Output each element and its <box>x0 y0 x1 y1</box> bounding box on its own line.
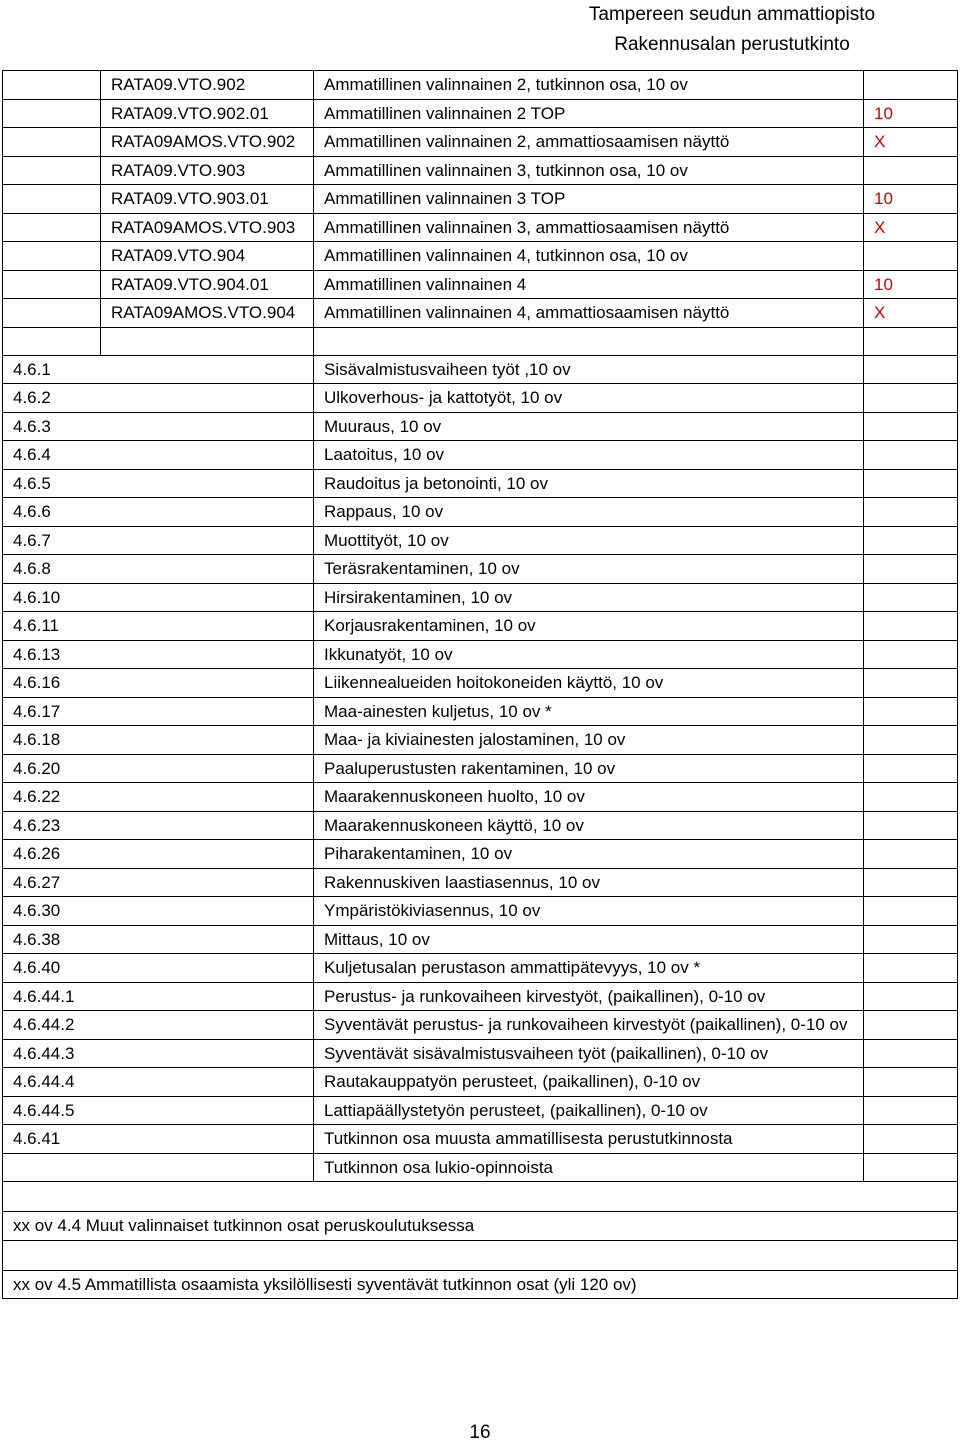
rata-name: Ammatillinen valinnainen 4, tutkinnon osa, 10 ov <box>314 242 864 271</box>
spacer-row <box>3 327 958 355</box>
rata-row <box>3 185 958 214</box>
blank-cell <box>864 1125 958 1154</box>
spacer-row <box>3 1182 958 1212</box>
unit-name: Mittaus, 10 ov <box>314 925 864 954</box>
unit-name: Maarakennuskoneen käyttö, 10 ov <box>314 811 864 840</box>
unit-row <box>3 783 958 812</box>
unit-code: 4.6.44.3 <box>3 1039 314 1068</box>
blank-cell <box>864 498 958 527</box>
unit-row <box>3 840 958 869</box>
unit-name: Perustus- ja runkovaiheen kirvestyöt, (paikallinen), 0-10 ov <box>314 982 864 1011</box>
unit-code: 4.6.8 <box>3 555 314 584</box>
unit-code: 4.6.16 <box>3 669 314 698</box>
blank-cell <box>864 754 958 783</box>
unit-code: 4.6.40 <box>3 954 314 983</box>
unit-code: 4.6.38 <box>3 925 314 954</box>
unit-code: 4.6.27 <box>3 868 314 897</box>
blank-cell <box>3 71 101 100</box>
unit-code: 4.6.1 <box>3 355 314 384</box>
header-degree: Rakennusalan perustutkinto <box>614 34 850 55</box>
unit-row <box>3 441 958 470</box>
blank-cell <box>864 840 958 869</box>
blank-cell <box>3 299 101 328</box>
unit-name: Piharakentaminen, 10 ov <box>314 840 864 869</box>
rata-code: RATA09.VTO.904 <box>101 242 314 271</box>
unit-name: Syventävät sisävalmistusvaiheen työt (paikallinen), 0-10 ov <box>314 1039 864 1068</box>
unit-code: 4.6.2 <box>3 384 314 413</box>
unit-name: Teräsrakentaminen, 10 ov <box>314 555 864 584</box>
unit-row <box>3 1068 958 1097</box>
unit-code: 4.6.10 <box>3 583 314 612</box>
unit-code: 4.6.41 <box>3 1125 314 1154</box>
rata-name: Ammatillinen valinnainen 3, tutkinnon osa, 10 ov <box>314 156 864 185</box>
unit-code: 4.6.17 <box>3 697 314 726</box>
unit-row <box>3 526 958 555</box>
rata-code: RATA09.VTO.903.01 <box>101 185 314 214</box>
blank-cell <box>864 384 958 413</box>
unit-row <box>3 897 958 926</box>
unit-row <box>3 555 958 584</box>
unit-code: 4.6.13 <box>3 640 314 669</box>
unit-row <box>3 1011 958 1040</box>
page-number: 16 <box>469 1422 491 1443</box>
spacer-row <box>3 1240 958 1270</box>
rata-mark <box>864 71 958 100</box>
blank-cell <box>3 242 101 271</box>
blank-cell <box>3 156 101 185</box>
rata-name: Ammatillinen valinnainen 2, tutkinnon osa, 10 ov <box>314 71 864 100</box>
unit-row <box>3 726 958 755</box>
unit-row <box>3 612 958 641</box>
blank-cell <box>864 1068 958 1097</box>
unit-row <box>3 583 958 612</box>
unit-name: Maarakennuskoneen huolto, 10 ov <box>314 783 864 812</box>
rata-name: Ammatillinen valinnainen 3, ammattiosaamisen näyttö <box>314 213 864 242</box>
blank-cell <box>864 783 958 812</box>
blank-cell <box>864 897 958 926</box>
rata-mark: 10 <box>864 270 958 299</box>
unit-name: Rappaus, 10 ov <box>314 498 864 527</box>
rata-code: RATA09.VTO.903 <box>101 156 314 185</box>
blank-cell <box>864 412 958 441</box>
blank-cell <box>864 1096 958 1125</box>
rata-row <box>3 270 958 299</box>
rata-code: RATA09AMOS.VTO.904 <box>101 299 314 328</box>
rata-row <box>3 299 958 328</box>
rata-row <box>3 156 958 185</box>
unit-name: Ympäristökiviasennus, 10 ov <box>314 897 864 926</box>
rata-row <box>3 213 958 242</box>
blank-cell <box>864 726 958 755</box>
unit-code: 4.6.20 <box>3 754 314 783</box>
unit-code: 4.6.6 <box>3 498 314 527</box>
blank-cell <box>864 697 958 726</box>
unit-code: 4.6.3 <box>3 412 314 441</box>
blank-cell <box>864 526 958 555</box>
unit-name: Ulkoverhous- ja kattotyöt, 10 ov <box>314 384 864 413</box>
unit-name: Syventävät perustus- ja runkovaiheen kirvestyöt (paikallinen), 0-10 ov <box>314 1011 864 1040</box>
section-45-text: xx ov 4.5 Ammatillista osaamista yksilöllisesti syventävät tutkinnon osat (yli 120 ov) <box>3 1270 958 1299</box>
rata-mark: 10 <box>864 185 958 214</box>
rata-mark: X <box>864 299 958 328</box>
header-institution: Tampereen seudun ammattiopisto <box>588 4 876 25</box>
unit-row <box>3 640 958 669</box>
blank-cell <box>3 185 101 214</box>
unit-row <box>3 697 958 726</box>
unit-row <box>3 868 958 897</box>
unit-name: Muottityöt, 10 ov <box>314 526 864 555</box>
unit-code: 4.6.5 <box>3 469 314 498</box>
blank-cell <box>864 612 958 641</box>
unit-code: 4.6.18 <box>3 726 314 755</box>
blank-cell <box>864 469 958 498</box>
blank-cell <box>864 1039 958 1068</box>
unit-row <box>3 384 958 413</box>
curriculum-table <box>2 70 958 1299</box>
blank-cell <box>864 555 958 584</box>
blank-cell <box>864 1011 958 1040</box>
blank-cell <box>3 213 101 242</box>
unit-name: Maa- ja kiviainesten jalostaminen, 10 ov <box>314 726 864 755</box>
unit-name: Paaluperustusten rakentaminen, 10 ov <box>314 754 864 783</box>
unit-name: Korjausrakentaminen, 10 ov <box>314 612 864 641</box>
blank-cell <box>864 868 958 897</box>
unit-row <box>3 954 958 983</box>
unit-code: 4.6.11 <box>3 612 314 641</box>
unit-code: 4.6.30 <box>3 897 314 926</box>
rata-mark: X <box>864 213 958 242</box>
rata-code: RATA09AMOS.VTO.902 <box>101 128 314 157</box>
section-44-text: xx ov 4.4 Muut valinnaiset tutkinnon osat peruskoulutuksessa <box>3 1212 958 1241</box>
unit-row <box>3 1125 958 1154</box>
unit-code: 4.6.44.2 <box>3 1011 314 1040</box>
unit-name: Rakennuskiven laastiasennus, 10 ov <box>314 868 864 897</box>
unit-code: 4.6.26 <box>3 840 314 869</box>
sections-extra <box>3 1182 958 1299</box>
blank-cell <box>864 669 958 698</box>
unit-row <box>3 982 958 1011</box>
unit-name: Raudoitus ja betonointi, 10 ov <box>314 469 864 498</box>
rata-code: RATA09AMOS.VTO.903 <box>101 213 314 242</box>
unit-row <box>3 469 958 498</box>
rata-row <box>3 242 958 271</box>
rata-mark <box>864 156 958 185</box>
rata-name: Ammatillinen valinnainen 2, ammattiosaamisen näyttö <box>314 128 864 157</box>
blank-cell <box>864 982 958 1011</box>
unit-row <box>3 925 958 954</box>
unit-name: Tutkinnon osa lukio-opinnoista <box>314 1153 864 1182</box>
rata-row <box>3 128 958 157</box>
blank-cell <box>864 954 958 983</box>
unit-name: Sisävalmistusvaiheen työt ,10 ov <box>314 355 864 384</box>
rata-code: RATA09.VTO.902.01 <box>101 99 314 128</box>
rata-row <box>3 99 958 128</box>
unit-row <box>3 355 958 384</box>
blank-cell <box>864 811 958 840</box>
rata-code: RATA09.VTO.902 <box>101 71 314 100</box>
unit-code: 4.6.44.1 <box>3 982 314 1011</box>
unit-code: 4.6.7 <box>3 526 314 555</box>
unit-code: 4.6.4 <box>3 441 314 470</box>
unit-code: 4.6.23 <box>3 811 314 840</box>
unit-name: Tutkinnon osa muusta ammatillisesta perustutkinnosta <box>314 1125 864 1154</box>
unit-row <box>3 498 958 527</box>
blank-cell <box>3 128 101 157</box>
unit-name: Muuraus, 10 ov <box>314 412 864 441</box>
unit-code <box>3 1153 314 1182</box>
unit-name: Maa-ainesten kuljetus, 10 ov * <box>314 697 864 726</box>
unit-row <box>3 1096 958 1125</box>
rata-mark: 10 <box>864 99 958 128</box>
unit-name: Ikkunatyöt, 10 ov <box>314 640 864 669</box>
unit-code: 4.6.44.4 <box>3 1068 314 1097</box>
rata-name: Ammatillinen valinnainen 4, ammattiosaamisen näyttö <box>314 299 864 328</box>
section-45-row <box>3 1270 958 1299</box>
rata-mark <box>864 242 958 271</box>
blank-cell <box>864 925 958 954</box>
rata-mark: X <box>864 128 958 157</box>
unit-name: Lattiapäällystetyön perusteet, (paikallinen), 0-10 ov <box>314 1096 864 1125</box>
rata-name: Ammatillinen valinnainen 4 <box>314 270 864 299</box>
rata-row <box>3 71 958 100</box>
blank-cell <box>864 355 958 384</box>
document-header <box>522 0 942 60</box>
blank-cell <box>864 441 958 470</box>
unit-code: 4.6.44.5 <box>3 1096 314 1125</box>
rata-name: Ammatillinen valinnainen 2 TOP <box>314 99 864 128</box>
unit-code: 4.6.22 <box>3 783 314 812</box>
unit-row <box>3 1153 958 1182</box>
unit-name: Kuljetusalan perustason ammattipätevyys, 10 ov * <box>314 954 864 983</box>
blank-cell <box>864 1153 958 1182</box>
unit-row <box>3 811 958 840</box>
rata-code: RATA09.VTO.904.01 <box>101 270 314 299</box>
section-44-row <box>3 1212 958 1241</box>
unit-row <box>3 412 958 441</box>
blank-cell <box>3 270 101 299</box>
blank-cell <box>3 99 101 128</box>
unit-name: Liikennealueiden hoitokoneiden käyttö, 10 ov <box>314 669 864 698</box>
rata-name: Ammatillinen valinnainen 3 TOP <box>314 185 864 214</box>
units-section <box>3 355 958 1182</box>
unit-row <box>3 754 958 783</box>
blank-cell <box>864 640 958 669</box>
unit-name: Hirsirakentaminen, 10 ov <box>314 583 864 612</box>
unit-name: Laatoitus, 10 ov <box>314 441 864 470</box>
unit-row <box>3 1039 958 1068</box>
unit-row <box>3 669 958 698</box>
rata-section <box>3 71 958 356</box>
blank-cell <box>864 583 958 612</box>
unit-name: Rautakauppatyön perusteet, (paikallinen), 0-10 ov <box>314 1068 864 1097</box>
